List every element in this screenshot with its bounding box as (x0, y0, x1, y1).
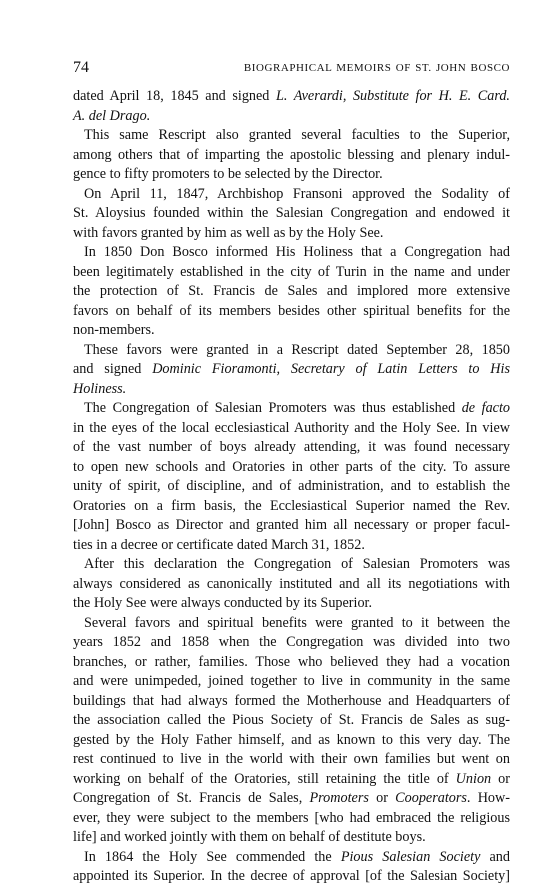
text-line (73, 828, 510, 848)
text-line (73, 614, 510, 634)
text-segment: of the vast number of boys already attending, it was found necessary (73, 439, 510, 455)
text-segment: gence to fifty promoters to be selected by the Director. (73, 166, 383, 182)
text-line (73, 204, 510, 224)
text-line (73, 399, 510, 419)
text-segment: and signed (73, 361, 153, 377)
text-segment: branches, or rather, families. Those who believed they had a vocation (73, 653, 510, 670)
text-segment: On April 11, 1847, Archbishop Fransoni approved the Sodality of (84, 185, 510, 202)
text-segment: These favors were granted in a Rescript dated September 28, 1850 (84, 341, 510, 358)
text-line (73, 711, 510, 731)
italic-text: Holiness. (73, 380, 127, 397)
text-line (73, 165, 510, 185)
text-segment: After this declaration the Congregation of Salesian Promoters was (84, 556, 510, 572)
text-line (73, 575, 510, 595)
italic-text: de facto (461, 400, 510, 416)
text-segment: the association called the Pious Society of St. Francis de Sales as sug- (73, 712, 510, 728)
text-line (73, 126, 510, 146)
text-line (73, 867, 510, 887)
text-segment: appointed its Superior. In the decree of approval [of the Salesian Society] (73, 868, 510, 884)
text-line (73, 146, 510, 166)
text-segment: unity of spirit, of discipline, and of administration, and to establish the (73, 478, 510, 494)
text-segment: gested by the Holy Father himself, and as known to this very day. The (73, 731, 510, 748)
text-segment: and (480, 848, 510, 865)
text-line (73, 263, 510, 283)
text-line (73, 185, 510, 205)
text-line (73, 750, 510, 770)
italic-text: Promoters (309, 790, 369, 806)
text-line (73, 497, 510, 517)
text-segment: buildings that had always formed the Motherhouse and Headquarters of (73, 692, 510, 709)
text-segment: Congregation of St. Francis de Sales, (73, 790, 310, 806)
text-line (73, 302, 510, 322)
text-segment: years 1852 and 1858 when the Congregation was divided into two (73, 634, 510, 650)
page-number: 74 (73, 59, 89, 76)
text-segment: or (368, 790, 396, 806)
text-line (73, 419, 510, 439)
text-segment: In 1864 the Holy See commended the (84, 848, 341, 865)
text-segment: working on behalf of the Oratories, still retaining the title of (73, 770, 456, 787)
text-line (73, 224, 510, 244)
text-segment: to open new schools and Oratories in other parts of the city. To assure (73, 458, 510, 475)
page-header (73, 57, 510, 77)
body-text (73, 87, 510, 887)
italic-text: Cooperators (395, 790, 467, 806)
text-line (73, 282, 510, 302)
text-line (73, 458, 510, 478)
text-line (73, 653, 510, 673)
text-line (73, 341, 510, 361)
text-segment: This same Rescript also granted several faculties to the Superior, (84, 127, 510, 143)
text-line (73, 633, 510, 653)
text-segment: in the eyes of the local ecclesiastical Authority and the Holy See. In view (73, 419, 510, 436)
text-segment: rest continued to live in the world with their own families but went on (73, 751, 510, 767)
text-segment: In 1850 Don Bosco informed His Holiness that a Congregation had (84, 244, 510, 260)
text-line (73, 848, 510, 868)
text-segment: and were unimpeded, joined together to live in community in the same (73, 673, 510, 689)
text-segment: the Holy See were always conducted by its Superior. (73, 595, 373, 611)
text-segment: . How- (466, 790, 510, 806)
text-line (73, 594, 510, 614)
text-segment: always considered as canonically instituted and all its negotiations with (73, 575, 510, 592)
text-segment: ever, they were subject to the members [who had embraced the religious (73, 809, 510, 826)
italic-text: Union (455, 770, 492, 787)
text-line (73, 516, 510, 536)
text-line (73, 438, 510, 458)
text-segment: ties in a decree or certificate dated March 31, 1852. (73, 536, 365, 553)
text-line (73, 789, 510, 809)
text-line (73, 770, 510, 790)
text-segment: been legitimately established in the city of Turin in the name and under (73, 263, 510, 280)
text-segment: life] and worked jointly with them on behalf of destitute boys. (73, 829, 426, 845)
text-segment: dated April 18, 1845 and signed (73, 88, 276, 104)
text-segment: or (491, 770, 510, 787)
text-segment: among others that of imparting the apostolic blessing and plenary indul- (73, 146, 510, 163)
text-segment: [John] Bosco as Director and granted him all necessary or proper facul- (73, 517, 510, 533)
text-line (73, 477, 510, 497)
italic-text: Dominic Fioramonti, Secretary of Latin Letters to His (152, 361, 510, 377)
text-line (73, 672, 510, 692)
text-line (73, 107, 510, 127)
text-segment: The Congregation of Salesian Promoters was thus established (84, 400, 462, 416)
running-head: BIOGRAPHICAL MEMOIRS OF ST. JOHN BOSCO (243, 62, 510, 74)
text-line (73, 380, 510, 400)
text-line (73, 321, 510, 341)
text-segment: with favors granted by him as well as by the Holy See. (73, 224, 384, 241)
text-segment: Oratories on a firm basis, the Ecclesiastical Superior named the Rev. (73, 497, 510, 514)
text-segment: non-members. (73, 322, 155, 338)
text-segment: Several favors and spiritual benefits were granted to it between the (84, 614, 510, 631)
text-line (73, 809, 510, 829)
text-line (73, 536, 510, 556)
italic-text: L. Averardi, Substitute for H. E. Card. (275, 88, 510, 104)
text-line (73, 87, 510, 107)
text-line (73, 243, 510, 263)
text-segment: the protection of St. Francis de Sales and implored more extensive (73, 283, 510, 299)
text-line (73, 731, 510, 751)
text-line (73, 692, 510, 712)
italic-text: Pious Salesian Society (340, 848, 481, 865)
text-segment: favors on behalf of its members besides other spiritual benefits for the (73, 302, 510, 319)
text-line (73, 360, 510, 380)
italic-text: A. del Drago. (73, 107, 151, 124)
text-line (73, 555, 510, 575)
text-segment: St. Aloysius founded within the Salesian Congregation and endowed it (73, 205, 510, 221)
